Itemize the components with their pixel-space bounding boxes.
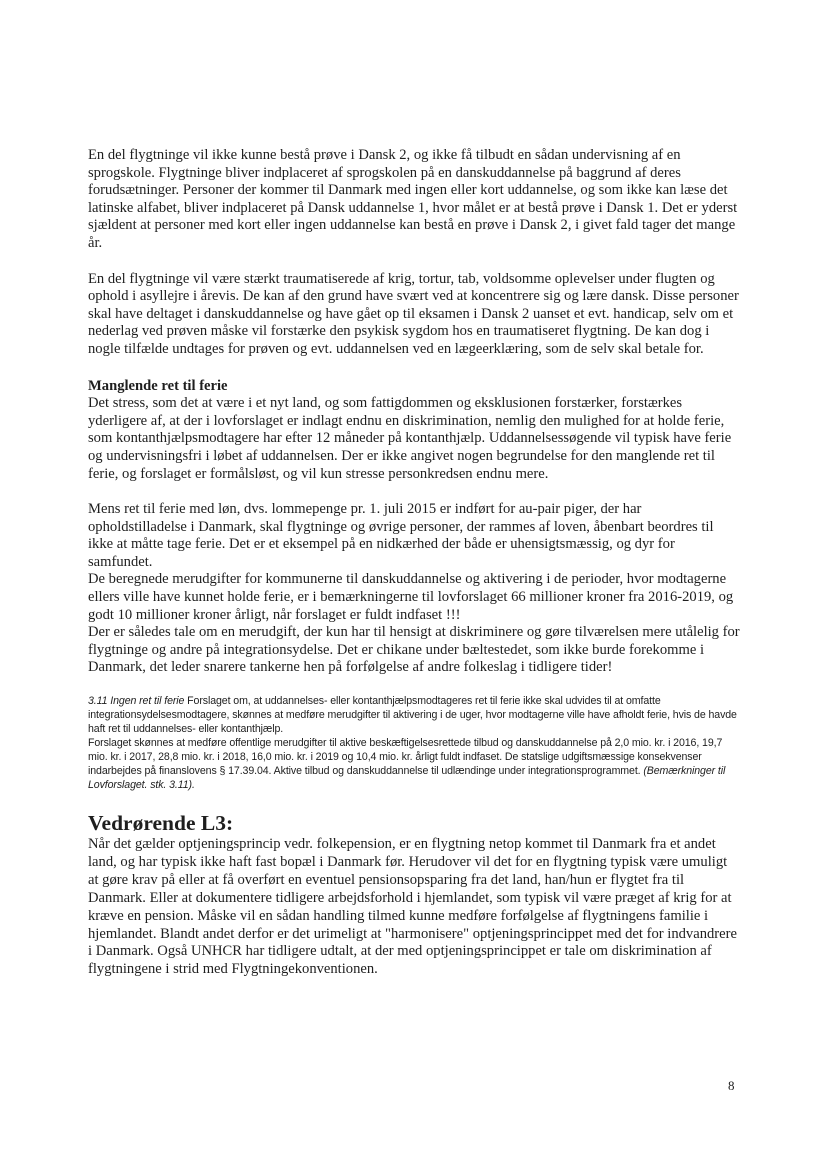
quote-body-1: Forslaget om, at uddannelses- eller kontanthjælpsmodtageres ret til ferie ikke skal udvides til at omfatte integrationsydelsesmodtagere, skønnes at medføre merudgifter til aktivering i de uger, hvor modtagerne ville have afholdt ferie, hvis de havde haft ret til uddannelses- eller kontanthjælp. bbox=[88, 695, 737, 736]
quote-lead: 3.11 Ingen ret til ferie bbox=[88, 695, 185, 708]
document-page bbox=[88, 147, 740, 979]
paragraph-traumatized-refugees: En del flygtninge vil være stærkt traumatiserede af krig, tortur, tab, voldsomme oplevelser under flugten og ophold i asyllejre i årevis. De kan af den grund have svært ved at koncentrere sig og lære dansk. Disse personer skal have deltaget i danskuddannelse og have gået op til eksamen i Dansk 2 uanset et evt. handicap, selv om et nederlag ved prøven måske vil forstærke den psykisk sygdom hos en traumatiseret flygtning. De kan dog i nogle tilfælde undtages for prøven og evt. uddannelsen ved en lægeerklæring, som de selv skal betale for. bbox=[88, 270, 739, 357]
section-heading-l3: Vedrørende L3: bbox=[88, 811, 234, 836]
paragraph-extra-costs: De beregnede merudgifter for kommunerne til danskuddannelse og aktivering i de perioder, hvor modtagerne ellers ville have kunnet holde ferie, er i bemærkningerne til lovforslaget 66 millioner kroner fra 2016-2019, og godt 10 millioner kroner årligt, når forslaget er fuldt indfaset !!! bbox=[88, 571, 734, 623]
paragraph-stress: Det stress, som det at være i et nyt land, og som fattigdommen og eksklusionen forstærker, forstærkes yderligere af, at der i lovforslaget er indlagt endnu en diskrimination, nemlig den mulighed for at holde ferie, som kontanthjælpsmodtagere har efter 12 måneder på kontanthjælp. Uddannelsessøgende vil typisk have ferie og undervisningsfri i løbet af uddannelsen. Der er ikke angivet nogen begrundelse for den manglende ret til ferie, og forslaget er formålsløst, og vil kun stresse personkredsen endnu mere. bbox=[88, 395, 732, 482]
quoted-remarks bbox=[88, 694, 740, 736]
paragraph-l3-pension: Når det gælder optjeningsprincip vedr. folkepension, er en flygtning netop kommet til Danmark fra et andet land, og har typisk ikke haft fast bopæl i Danmark før. Herudover vil det for en flygtning typisk være umuligt at gøre krav på eller at få overført en eventuel pensionsopsparing fra det land, han/hun er flygtet fra til Danmark. Eller at dokumentere tidligere arbejdsforhold i hjemlandet, som typisk vil være præget af krig for at kræve en pension. Måske vil en sådan handling tilmed kunne medføre forfølgelse af flygtningens familie i hjemlandet. Blandt andet derfor er det urimeligt at "harmonisere" optjeningsprincippet med det for indvandrere i Danmark. Også UNHCR har tidligere udtalt, at der med optjeningsprincippet er tale om diskrimination af flygtningene i strid med Flygtningekonventionen. bbox=[88, 836, 737, 978]
section-heading-vacation: Manglende ret til ferie bbox=[88, 377, 228, 394]
quote-body-2: Forslaget skønnes at medføre offentlige merudgifter til aktive beskæftigelsesrettede tilbud og danskuddannelse på 2,0 mio. kr. i 2016, 19,7 mio. kr. i 2017, 28,8 mio. kr. i 2018, 16,0 mio. kr. i 2019 og 10,4 mio. kr. årligt fuldt indfaset. De statslige udgiftsmæssige konsekvenser indarbejdes på finanslovens § 17.39.04. Aktive tilbud og danskuddannelse til udlændinge under integrationsprogrammet. bbox=[88, 737, 723, 778]
paragraph-au-pair: Mens ret til ferie med løn, dvs. lommepenge pr. 1. juli 2015 er indført for au-pair piger, der har opholdstilladelse i Danmark, skal flygtninge og øvrige personer, der rammes af loven, åbenbart beordres til ikke at måtte tage ferie. Det er et eksempel på en nidkærhed der både er uhensigtsmæssig, og dyr for samfundet. bbox=[88, 501, 714, 570]
page-number: 8 bbox=[728, 1078, 735, 1093]
paragraph-discrimination: Der er således tale om en merudgift, der kun har til hensigt at diskriminere og gøre tilværelsen mere utålelig for flygtninge og andre på integrationsydelse. Det er chikane under bæltestedet, som ikke burde forekomme i Danmark, det leder snarere tankerne hen på forfølgelse af andre folkeslag i tidligere tider! bbox=[88, 624, 740, 676]
paragraph-danish-test: En del flygtninge vil ikke kunne bestå prøve i Dansk 2, og ikke få tilbudt en sådan undervisning af en sprogskole. Flygtninge bliver indplaceret af sprogskolen på en danskuddannelse på baggrund af deres forudsætninger. Personer der kommer til Danmark med ingen eller kort uddannelse, og som ikke kan læse det latinske alfabet, bliver indplaceret på Dansk uddannelse 1, hvor målet er at bestå prøve i Dansk 1. Det er yderst sjældent at personer med kort eller ingen uddannelse kan bestå en prøve i Dansk 2, i givet fald tager det mange år. bbox=[88, 147, 738, 251]
quoted-remarks-continued bbox=[88, 736, 740, 792]
quote-source: (Bemærkninger til Lovforslaget. stk. 3.11). bbox=[88, 765, 726, 792]
